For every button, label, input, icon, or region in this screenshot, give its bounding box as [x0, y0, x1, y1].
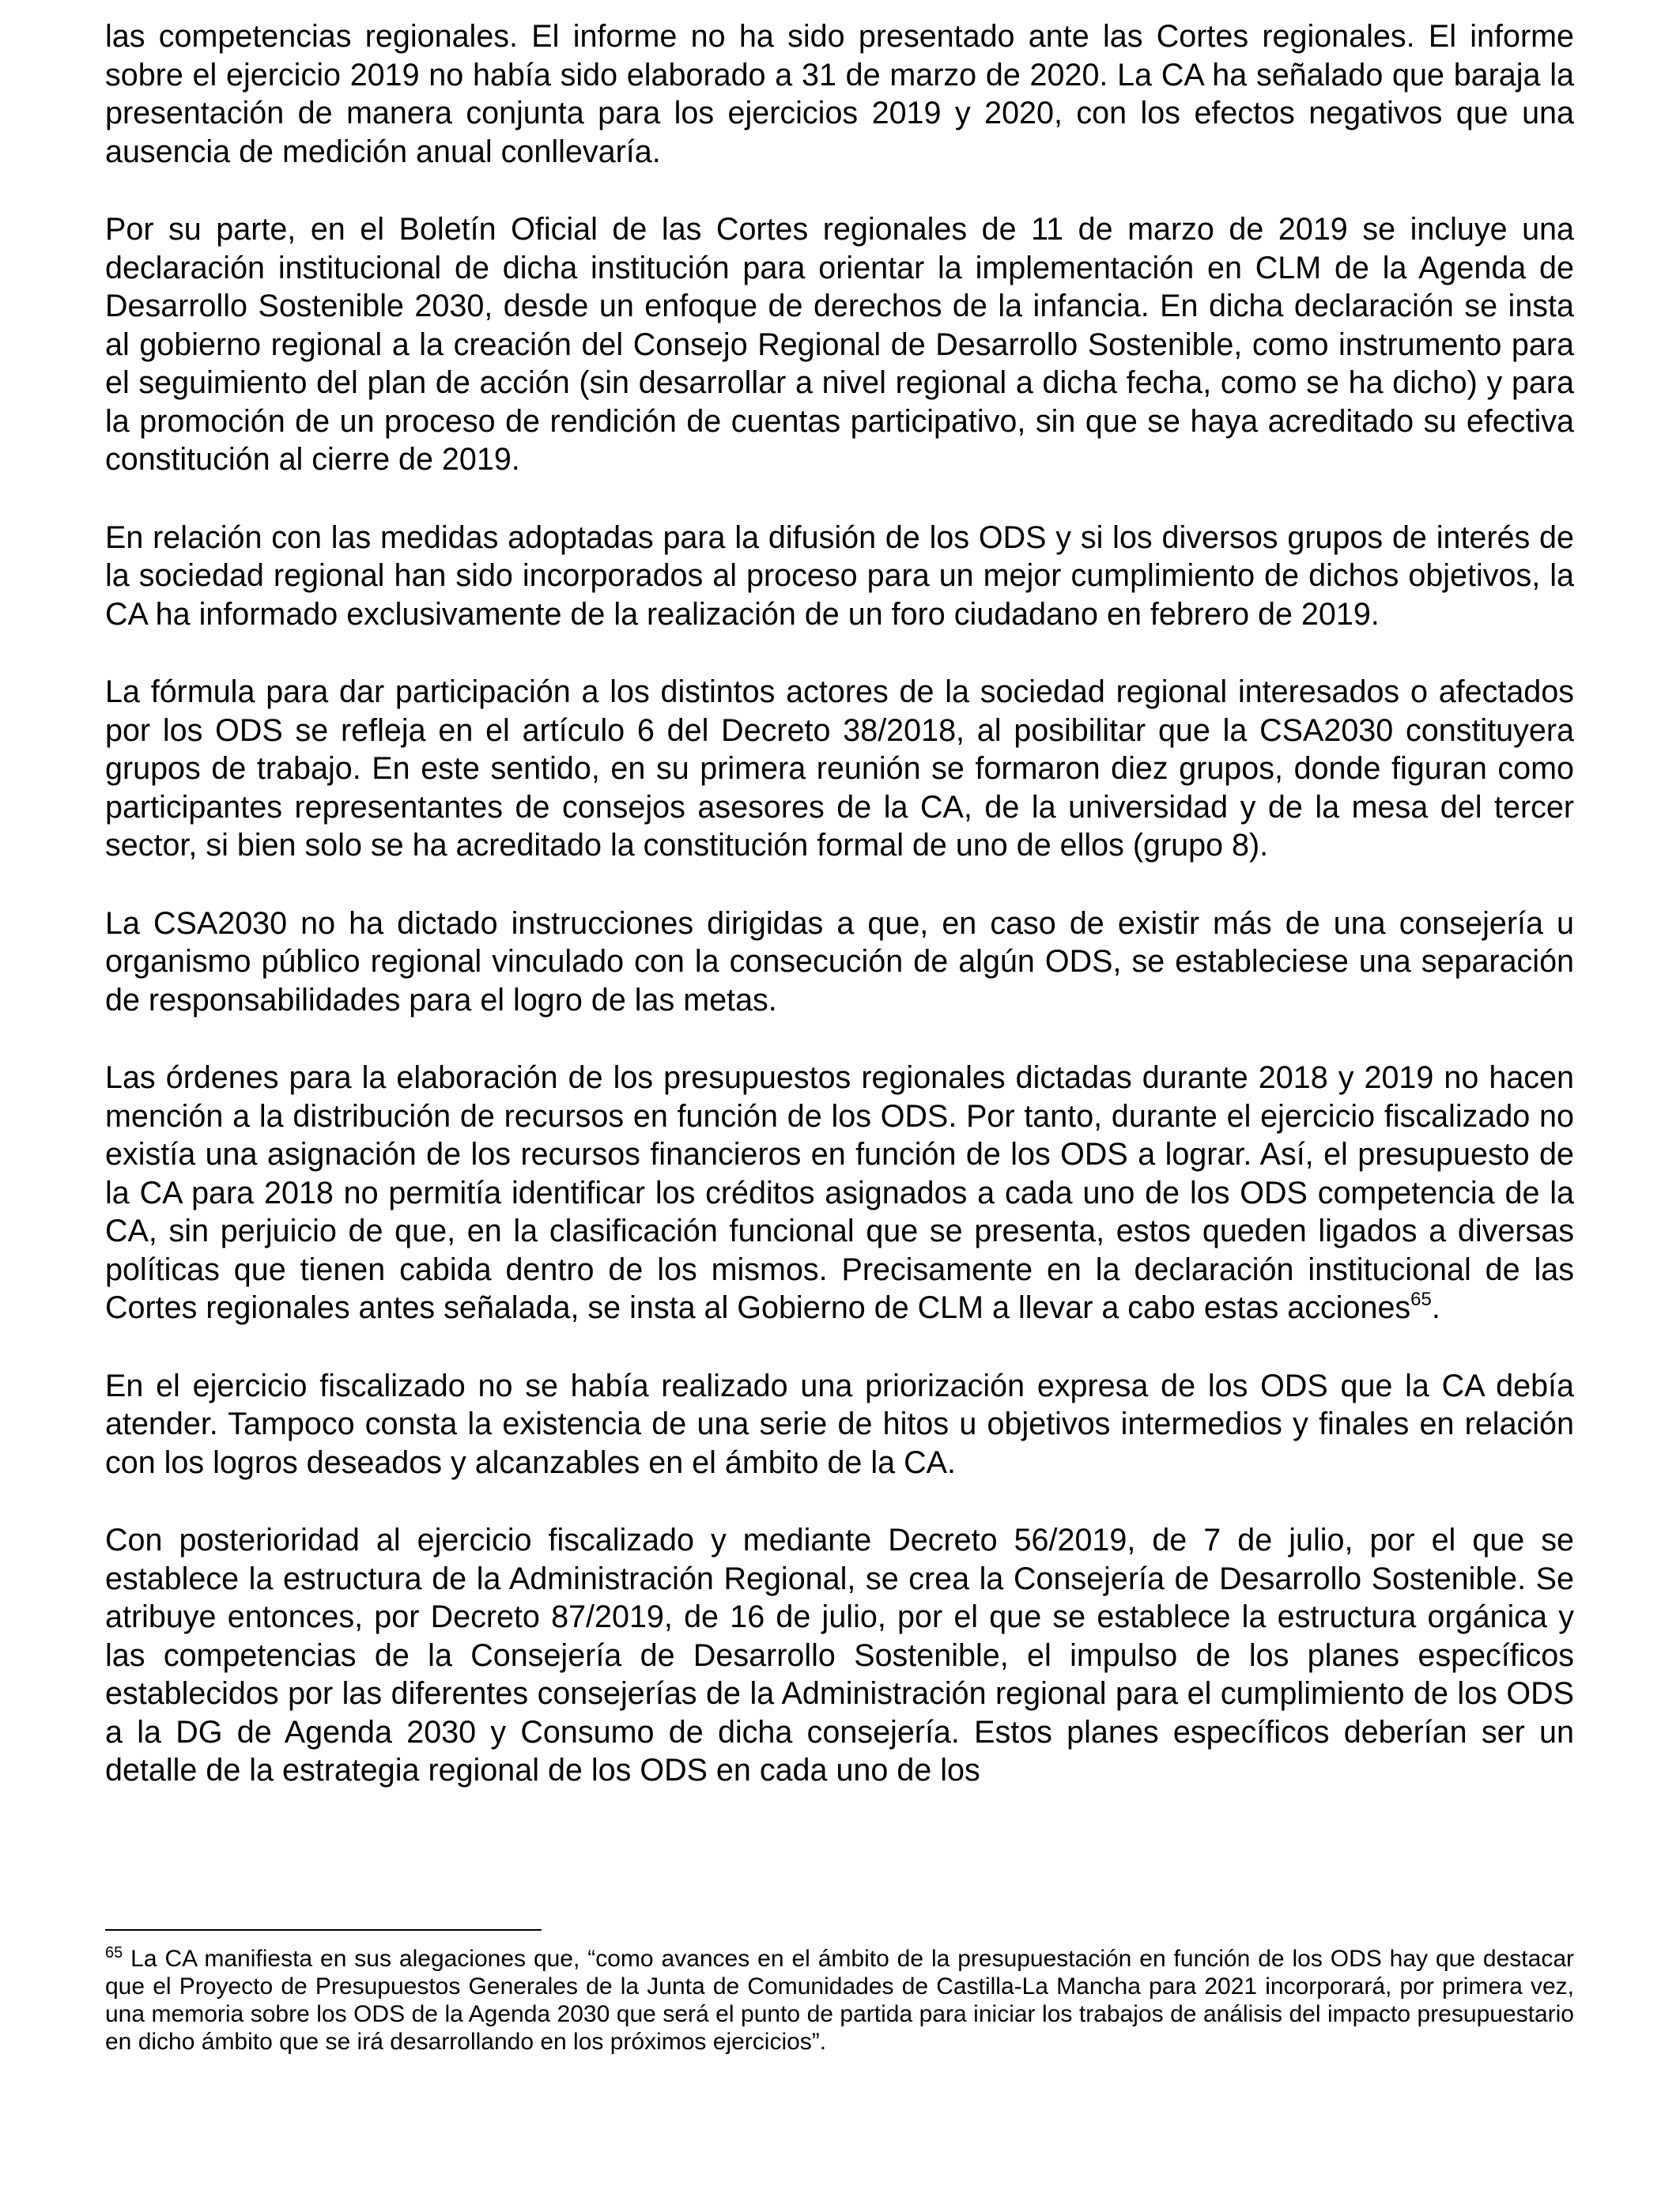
paragraph-8 — [105, 1521, 1574, 1790]
paragraph-3-text: En relación con las medidas adoptadas para la difusión de los ODS y si los diversos grupos de interés de la sociedad regional han sido incorporados al proceso para un mejor cumplimiento de dichos objetivos, la CA ha informado exclusivamente de la realización de un foro ciudadano en febrero de 2019. — [105, 519, 1574, 632]
footnote-reference[interactable]: 65 — [1410, 1289, 1432, 1310]
paragraph-5-text: La CSA2030 no ha dictado instrucciones dirigidas a que, en caso de existir más de una consejería u organismo público regional vinculado con la consecución de algún ODS, se estableciese una separación de responsabilidades para el logro de las metas. — [105, 905, 1574, 1018]
paragraph-8-text: Con posterioridad al ejercicio fiscalizado y mediante Decreto 56/2019, de 7 de julio, por el que se establece la estructura de la Administración Regional, se crea la Consejería de Desarrollo Sostenible. Se atribuye entonces, por Decreto 87/2019, de 16 de julio, por el que se establece la estructura orgánica y las competencias de la Consejería de Desarrollo Sostenible, el impulso de los planes específicos establecidos por las diferentes consejerías de la Administración regional para el cumplimiento de los ODS a la DG de Agenda 2030 y Consumo de dicha consejería. Estos planes específicos deberían ser un detalle de la estrategia regional de los ODS en cada uno de los — [105, 1523, 1574, 1788]
paragraph-7 — [105, 1367, 1574, 1482]
footnote-separator — [105, 1929, 542, 1931]
paragraph-3 — [105, 519, 1574, 634]
paragraph-1-text: las competencias regionales. El informe no ha sido presentado ante las Cortes regionales. El informe sobre el ejercicio 2019 no había sido elaborado a 31 de marzo de 2020. La CA ha señalado que baraja la presentación de manera conjunta para los ejercicios 2019 y 2020, con los efectos negativos que una ausencia de medición anual conllevaría. — [105, 19, 1574, 169]
paragraph-2 — [105, 210, 1574, 479]
document-body — [105, 17, 1574, 1830]
paragraph-2-text: Por su parte, en el Boletín Oficial de las Cortes regionales de 11 de marzo de 2019 se incluye una declaración institucional de dicha institución para orientar la implementación en CLM de la Agenda de Desarrollo Sostenible 2030, desde un enfoque de derechos de la infancia. En dicha declaración se insta al gobierno regional a la creación del Consejo Regional de Desarrollo Sostenible, como instrumento para el seguimiento del plan de acción (sin desarrollar a nivel regional a dicha fecha, como se ha dicho) y para la promoción de un proceso de rendición de cuentas participativo, sin que se haya acreditado su efectiva constitución al cierre de 2019. — [105, 212, 1574, 477]
paragraph-6-text: Las órdenes para la elaboración de los presupuestos regionales dictadas durante 2018 y 2019 no hacen mención a la distribución de recursos en función de los ODS. Por tanto, durante el ejercicio fiscalizado no existía una asignación de los recursos financieros en función de los ODS a lograr. Así, el presupuesto de la CA para 2018 no permitía identificar los créditos asignados a cada uno de los ODS competencia de la CA, sin perjuicio de que, en la clasificación funcional que se presenta, estos queden ligados a diversas políticas que tienen cabida dentro de los mismos. Precisamente en la declaración institucional de las Cortes regionales antes señalada, se insta al Gobierno de CLM a llevar a cabo estas acciones — [105, 1060, 1574, 1325]
paragraph-5 — [105, 904, 1574, 1020]
paragraph-6 — [105, 1059, 1574, 1327]
footnote-text: La CA manifiesta en sus alegaciones que, “como avances en el ámbito de la presupuestación en función de los ODS hay que destacar que el Proyecto de Presupuestos Generales de la Junta de Comunidades de Castilla-La Mancha para 2021 incorporará, por primera vez, una memoria sobre los ODS de la Agenda 2030 que será el punto de partida para iniciar los trabajos de análisis del impacto presupuestario en dicho ámbito que se irá desarrollando en los próximos ejercicios”. — [105, 1946, 1574, 2055]
paragraph-6-period: . — [1431, 1290, 1440, 1325]
paragraph-4-text: La fórmula para dar participación a los distintos actores de la sociedad regional interesados o afectados por los ODS se refleja en el artículo 6 del Decreto 38/2018, al posibilitar que la CSA2030 constituyera grupos de trabajo. En este sentido, en su primera reunión se formaron diez grupos, donde figuran como participantes representantes de consejos asesores de la CA, de la universidad y de la mesa del tercer sector, si bien solo se ha acreditado la constitución formal de uno de ellos (grupo 8). — [105, 674, 1574, 863]
footnote — [105, 1945, 1574, 2056]
paragraph-1 — [105, 17, 1574, 171]
paragraph-4 — [105, 673, 1574, 865]
footnote-number: 65 — [105, 1944, 123, 1962]
paragraph-7-text: En el ejercicio fiscalizado no se había realizado una priorización expresa de los ODS que la CA debía atender. Tampoco consta la existencia de una serie de hitos u objetivos intermedios y finales en relación con los logros deseados y alcanzables en el ámbito de la CA. — [105, 1368, 1574, 1480]
